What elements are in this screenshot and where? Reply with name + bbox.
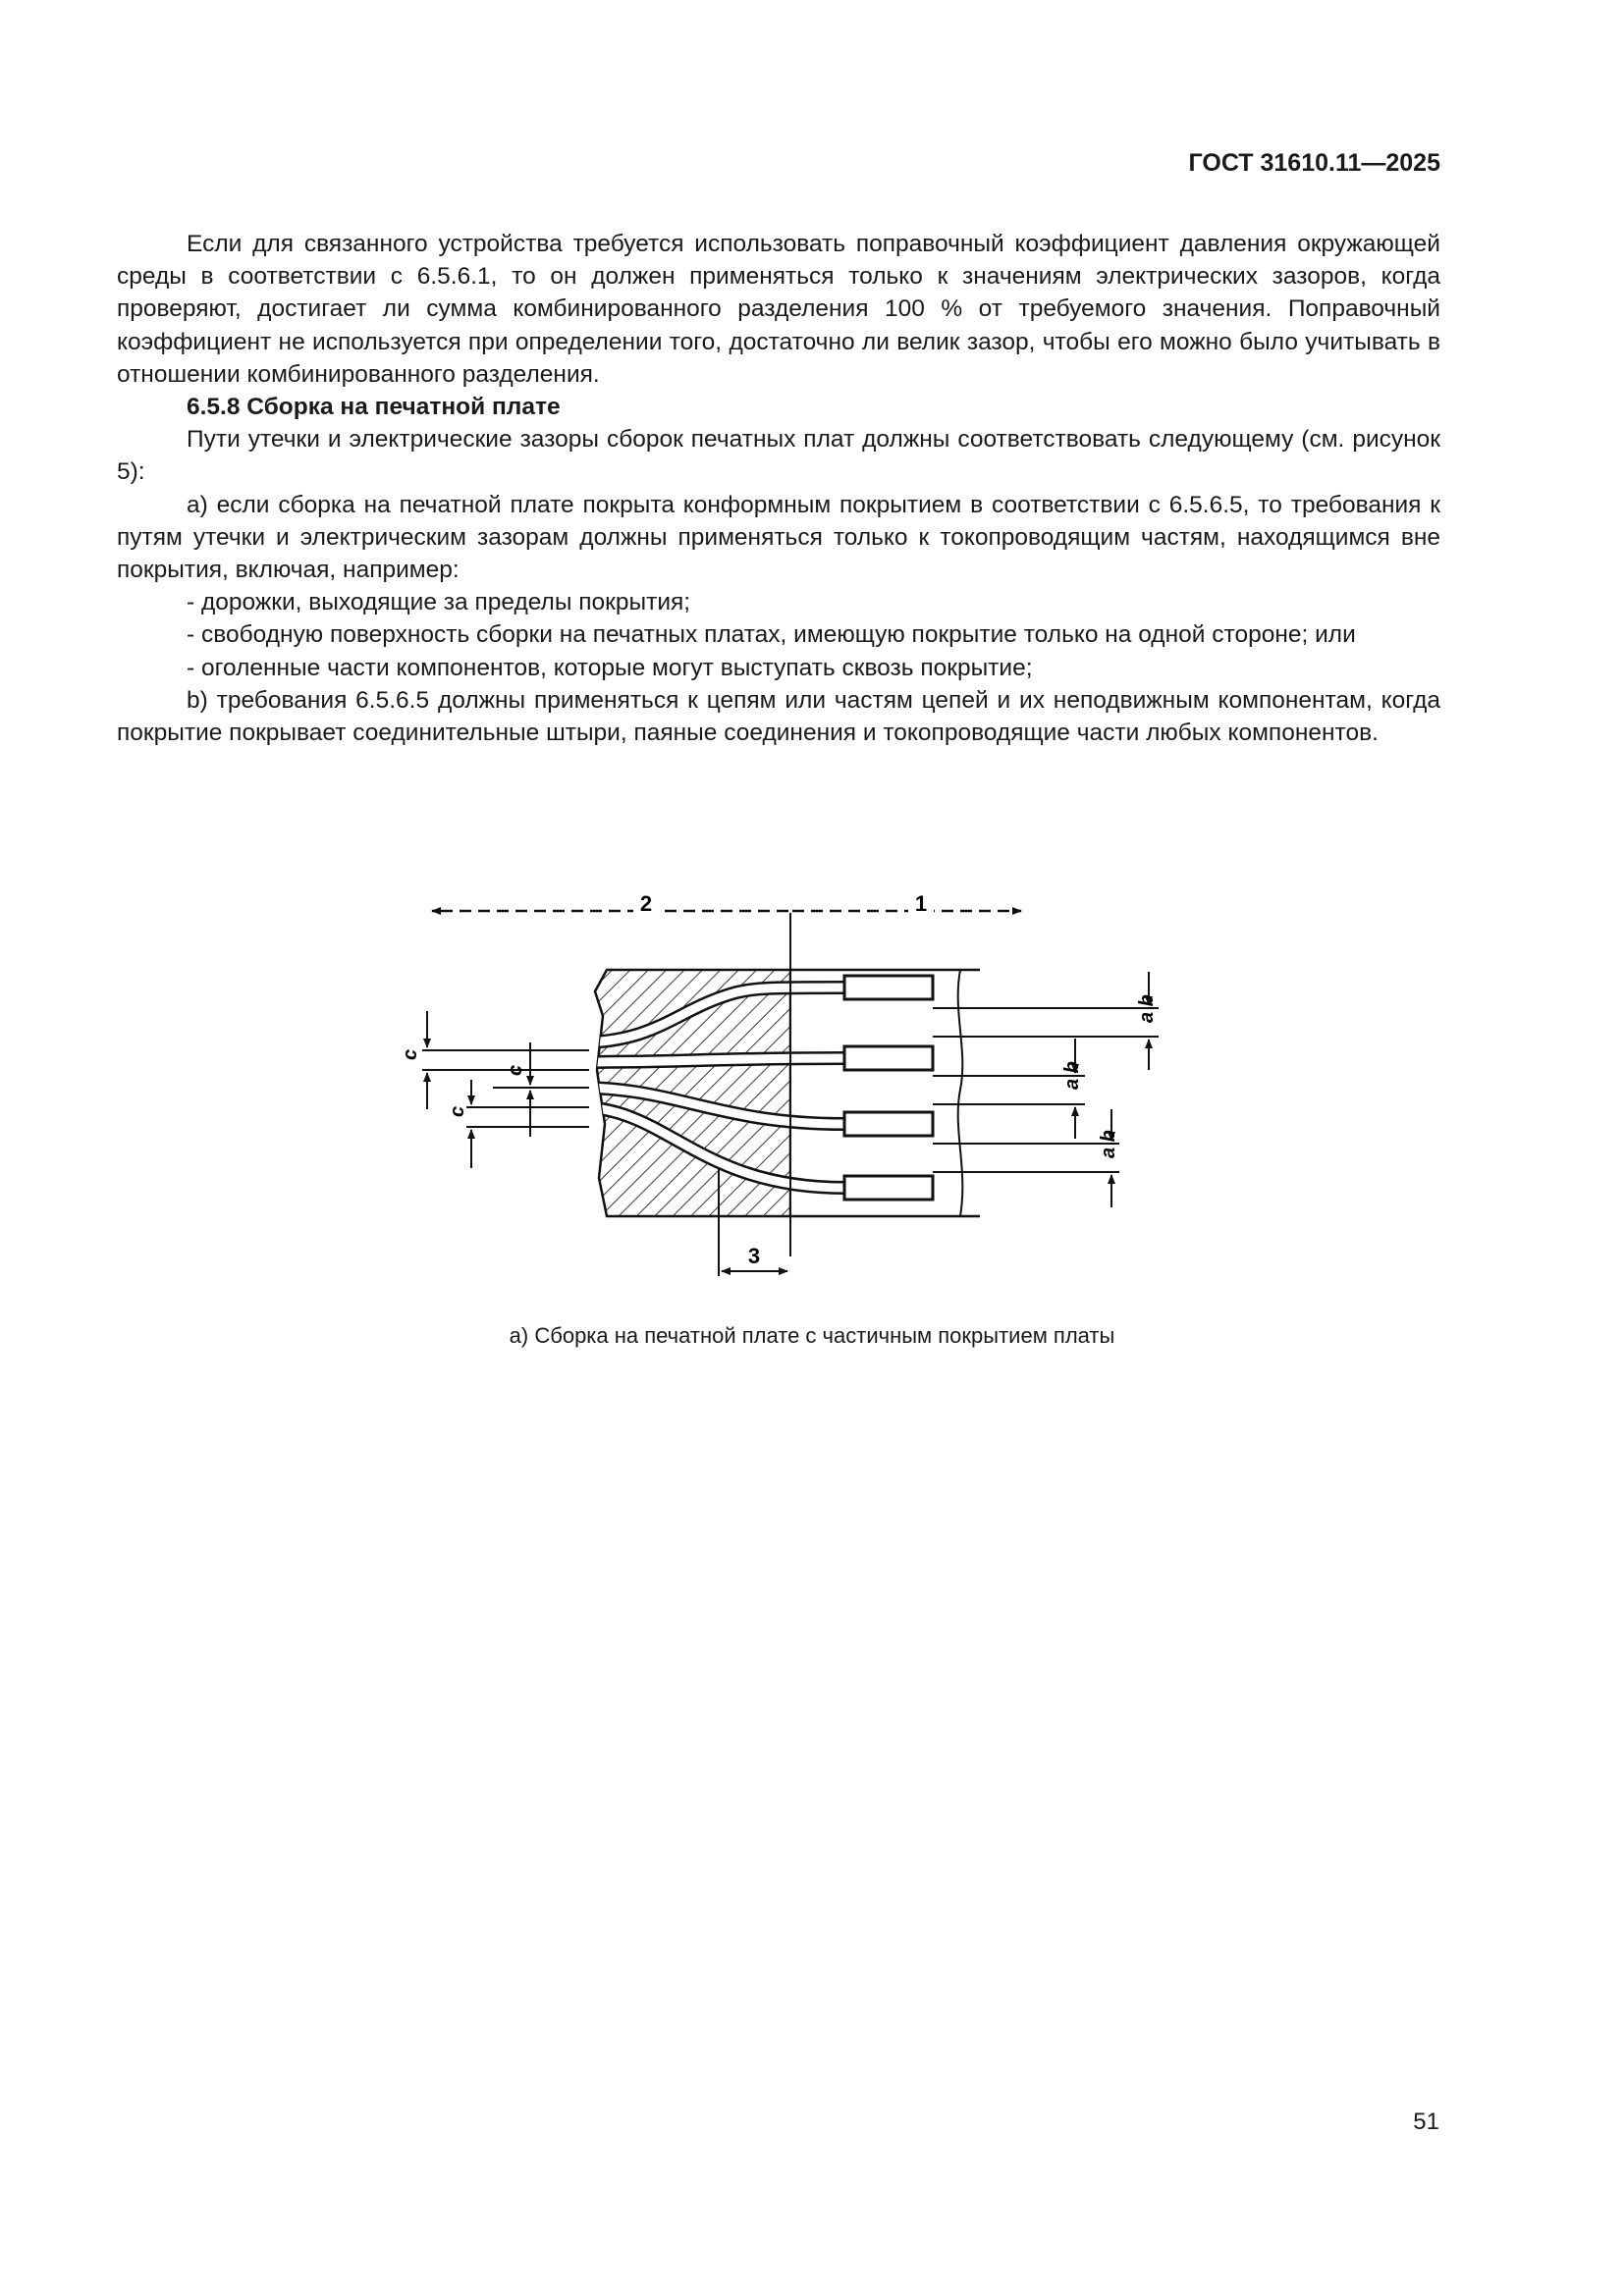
ab-label: a b <box>1061 1061 1083 1090</box>
document-id: ГОСТ 31610.11—2025 <box>1188 149 1440 177</box>
figure-caption: а) Сборка на печатной плате с частичным покрытием платы <box>509 1323 1115 1348</box>
bullet-item: - свободную поверхность сборки на печатных платах, имеющую покрытие только на одной стороне; или <box>187 621 1356 649</box>
c-label: c <box>505 1064 526 1076</box>
dim-3-label: 3 <box>747 1244 761 1268</box>
section-heading: 6.5.8 Сборка на печатной плате <box>187 394 561 421</box>
figure-pcb-assembly <box>383 874 1168 1306</box>
bullet-item: - дорожки, выходящие за пределы покрытия; <box>187 589 691 616</box>
ab-label: a b <box>1098 1130 1119 1158</box>
bullet-item: - оголенные части компонентов, которые могут выступать сквозь покрытие; <box>187 654 1033 681</box>
paragraph: Пути утечки и электрические зазоры сборок печатных плат должны соответствовать следующему (см. рисунок 5): <box>117 426 1440 486</box>
dimension-c-left <box>422 1011 589 1168</box>
list-item-b: b) требования 6.5.6.5 должны применяться к цепям или частям цепей и их неподвижным компонентам, когда покрытие покрывает соединительные штыри, паяные соединения и токопроводящие части любых компонентов. <box>117 686 1440 747</box>
c-label: c <box>400 1048 421 1060</box>
paragraph: Если для связанного устройства требуется использовать поправочный коэффициент давления окружающей среды в соответствии с 6.5.6.1, то он должен применяться только к значениям электрических зазоров, когда проверяют, достигает ли сумма комбинированного разделения 100 % от требуемого значения. Поправочный коэффициент не используется при определении того, достаточно ли велик зазор, чтобы его можно было учитывать в отношении комбинированного разделения. <box>117 231 1440 388</box>
ab-label: a b <box>1136 994 1158 1023</box>
body-text <box>117 228 1440 749</box>
c-label: c <box>447 1105 468 1117</box>
zone-2-label: 2 <box>639 891 653 916</box>
page-number: 51 <box>1413 2109 1439 2135</box>
zone-1-label: 1 <box>914 891 928 916</box>
list-item-a: a) если сборка на печатной плате покрыта конформным покрытием в соответствии с 6.5.6.5, то требования к путям утечки и электрическим зазорам должны применяться только к токопроводящим частям, находящимся вне покрытия, включая, например: <box>117 491 1440 584</box>
